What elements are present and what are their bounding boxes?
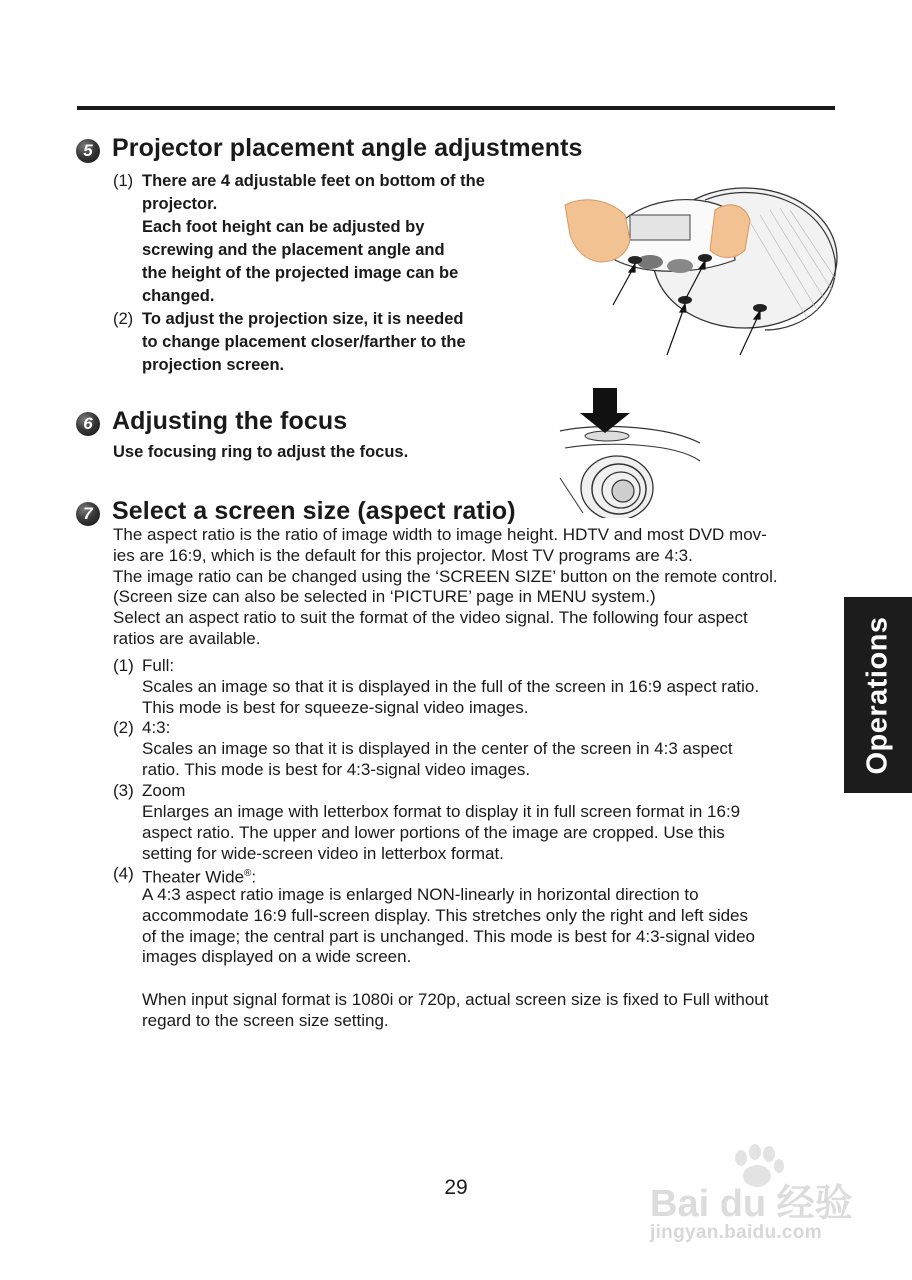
watermark-logo-text: Bai du 经验 xyxy=(650,1183,853,1225)
item-number: (1) xyxy=(113,656,134,675)
heading-text: Theater Wide xyxy=(142,867,245,887)
section-6-number-badge: 6 xyxy=(76,412,100,436)
text-line: screwing and the placement angle and xyxy=(142,241,445,259)
section-5-title: Projector placement angle adjustments xyxy=(112,134,583,162)
item-heading: Full: xyxy=(142,656,175,675)
text-line: aspect ratio. The upper and lower portions of the image are cropped. Use this xyxy=(142,822,725,842)
text-line: setting for wide-screen video in letterbox format. xyxy=(142,843,504,863)
text-line: projector. xyxy=(142,195,218,213)
text-line: to change placement closer/farther to the xyxy=(142,333,466,351)
text-line: (Screen size can also be selected in ‘PICTURE’ page in MENU system.) xyxy=(113,587,656,607)
section-6-title: Adjusting the focus xyxy=(112,407,348,435)
text-line: The image ratio can be changed using the ‘SCREEN SIZE’ button on the remote control. xyxy=(113,566,778,586)
registered-mark: ® xyxy=(244,868,252,879)
operations-side-tab xyxy=(844,597,912,793)
item-number: (2) xyxy=(113,310,134,328)
text-line: changed. xyxy=(142,287,215,305)
item-number: (4) xyxy=(113,864,134,883)
text-line: accommodate 16:9 full-screen display. This stretches only the right and left sides xyxy=(142,905,749,925)
text-line: Each foot height can be adjusted by xyxy=(142,218,425,236)
section-6-text: Use focusing ring to adjust the focus. xyxy=(113,443,409,461)
page-number: 29 xyxy=(444,1176,468,1199)
text-line: A 4:3 aspect ratio image is enlarged NON-linearly in horizontal direction to xyxy=(142,885,699,904)
item-heading: Zoom xyxy=(142,781,186,800)
item-number: (3) xyxy=(113,781,134,800)
text-line: The aspect ratio is the ratio of image width to image height. HDTV and most DVD mov- xyxy=(113,525,767,544)
item-description xyxy=(142,885,755,968)
text-line: images displayed on a wide screen. xyxy=(142,947,412,967)
section-7-title: Select a screen size (aspect ratio) xyxy=(112,497,516,525)
section-7-heading xyxy=(76,497,516,526)
watermark-url: jingyan.baidu.com xyxy=(650,1222,822,1243)
focus-ring-illustration xyxy=(555,383,705,518)
section-5-number-badge: 5 xyxy=(76,139,100,163)
text-line: Scales an image so that it is displayed in the center of the screen in 4:3 aspect xyxy=(142,739,733,758)
text-line: ratio. This mode is best for 4:3-signal video images. xyxy=(142,759,531,779)
item-text xyxy=(142,308,466,377)
text-line: Scales an image so that it is displayed in the full of the screen in 16:9 aspect ratio. xyxy=(142,677,760,696)
text-line: projection screen. xyxy=(142,356,285,374)
text-line: regard to the screen size setting. xyxy=(142,1010,389,1030)
item-number: (2) xyxy=(113,718,134,737)
projector-feet-illustration xyxy=(555,180,845,360)
text-line: There are 4 adjustable feet on bottom of the xyxy=(142,172,485,190)
heading-suffix: : xyxy=(251,867,257,887)
note-text xyxy=(142,990,769,1032)
item-description xyxy=(142,677,759,719)
item-number: (1) xyxy=(113,172,134,190)
text-line: Select an aspect ratio to suit the format of the video signal. The following four aspect xyxy=(113,608,748,628)
text-line: the height of the projected image can be xyxy=(142,264,459,282)
item-description xyxy=(142,802,740,864)
item-heading: 4:3: xyxy=(142,718,171,737)
side-tab-label: Operations xyxy=(861,615,894,775)
text-line: ratios are available. xyxy=(113,628,261,648)
section-7-number-badge: 7 xyxy=(76,502,100,526)
item-description xyxy=(142,739,733,781)
item-text xyxy=(142,170,485,308)
text-line: Enlarges an image with letterbox format to display it in full screen format in 16:9 xyxy=(142,802,741,821)
section-5-heading xyxy=(76,134,583,163)
text-line: ies are 16:9, which is the default for this projector. Most TV programs are 4:3. xyxy=(113,545,693,565)
text-line: This mode is best for squeeze-signal video images. xyxy=(142,697,529,717)
header-rule xyxy=(77,106,835,110)
text-line: When input signal format is 1080i or 720p, actual screen size is fixed to Full without xyxy=(142,990,769,1009)
section-6-heading xyxy=(76,407,347,436)
text-line: To adjust the projection size, it is needed xyxy=(142,310,464,328)
text-line: of the image; the central part is unchanged. This mode is best for 4:3-signal video xyxy=(142,926,755,946)
section-7-intro xyxy=(113,525,843,650)
